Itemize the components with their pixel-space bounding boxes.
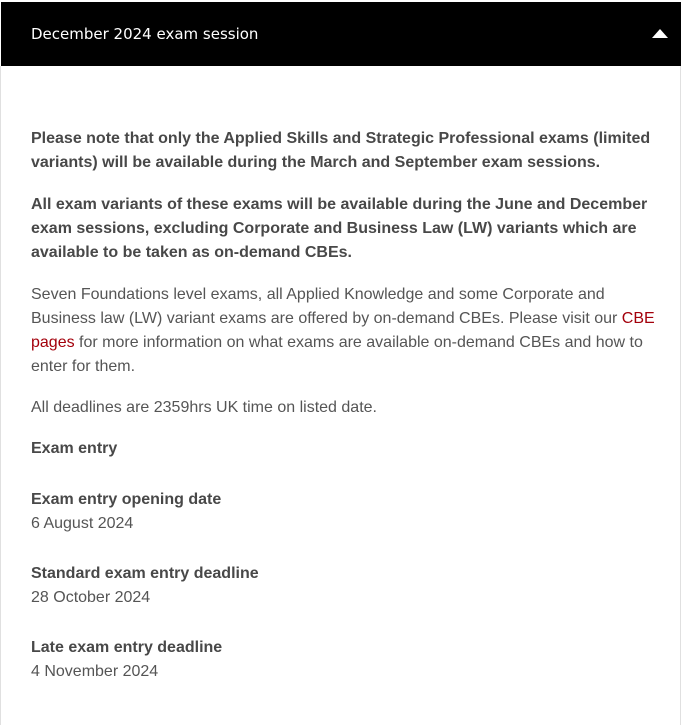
note-all-variants: All exam variants of these exams will be available during the June and December exam sessions, excluding Corporate and Business Law (LW) variants which are available to be taken as on-demand CBEs. [31, 196, 648, 261]
caret-up-icon[interactable] [652, 29, 668, 38]
date-label: Exam entry opening date [31, 491, 222, 508]
date-label: Standard exam entry deadline [31, 565, 259, 582]
accordion-panel [0, 66, 681, 725]
date-item-late [31, 636, 660, 684]
accordion-title: December 2024 exam session [31, 25, 259, 43]
date-value: 28 October 2024 [31, 589, 151, 606]
date-value: 4 November 2024 [31, 663, 159, 680]
cbe-paragraph [31, 283, 660, 379]
date-item-opening [31, 488, 660, 536]
accordion-header[interactable] [1, 2, 681, 66]
cbe-pages-link[interactable]: CBE pages [31, 310, 655, 351]
cbe-text-after: for more information on what exams are available on-demand CBEs and how to enter for them. [31, 334, 643, 375]
cbe-text-before: Seven Foundations level exams, all Applied Knowledge and some Corporate and Business law (LW) variant exams are offered by on-demand CBEs. Please visit our [31, 286, 622, 327]
exam-entry-heading: Exam entry [31, 440, 118, 457]
date-item-standard [31, 562, 660, 610]
date-label: Late exam entry deadline [31, 639, 223, 656]
date-value: 6 August 2024 [31, 515, 134, 532]
deadline-note: All deadlines are 2359hrs UK time on listed date. [31, 399, 377, 416]
note-limited-variants: Please note that only the Applied Skills and Strategic Professional exams (limited variants) will be available during the March and September exam sessions. [31, 130, 651, 171]
